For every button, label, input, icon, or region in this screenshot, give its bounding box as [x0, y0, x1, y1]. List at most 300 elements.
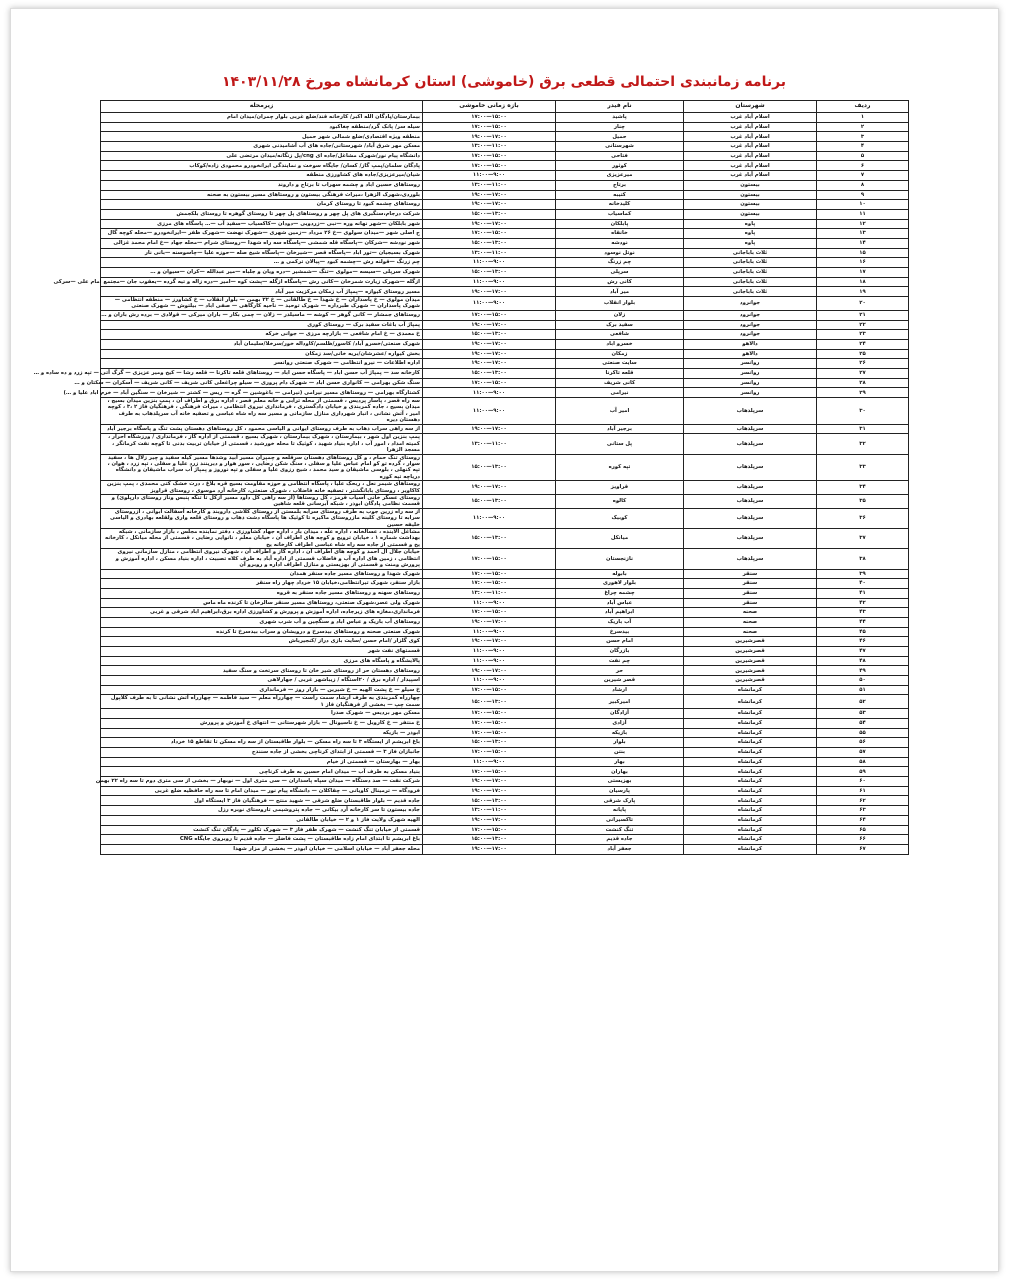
row-number-cell: ۱۹ [817, 287, 909, 297]
row-number-cell: ۳۰ [817, 398, 909, 425]
table-row [101, 248, 909, 258]
table-row [101, 454, 909, 481]
city-cell: ثلاث باباجانی [684, 258, 817, 268]
area-cell: شهر نودشه —شرکان —پاسگاه قله شمشی —پاسگاه سه راه شهدا —روستای شرام —محله جهاد —خ امام محمد غزالی [101, 238, 423, 248]
row-number-cell: ۲۰ [817, 297, 909, 311]
time-cell: ۹:۰۰—۱۱:۰۰ [423, 388, 556, 398]
row-number-cell: ۵۰ [817, 676, 909, 686]
time-cell: ۱۳:۰۰—۱۵:۰۰ [423, 529, 556, 549]
area-cell: بازار سنقر، شهرک تیرانتظامی،خیابان ۱۵ خرداد چهار راه سنقر [101, 579, 423, 589]
city-cell: پاوه [684, 238, 817, 248]
feeder-cell: آزادی [556, 718, 684, 728]
city-cell: سرپلذهاب [684, 434, 817, 454]
area-cell: بلوردی،شهرک الزهرا ،میراث فرهنگی بیستون و روستاهای مسیر بیستون به صحنه [101, 190, 423, 200]
table-row [101, 549, 909, 569]
header-area: زیرمحله [101, 101, 423, 113]
row-number-cell: ۱۰ [817, 200, 909, 210]
row-number-cell: ۴۰ [817, 579, 909, 589]
city-cell: سرپلذهاب [684, 424, 817, 434]
table-row [101, 598, 909, 608]
area-cell: جاده بیستون تا سر کارخانه آرد بیکانی — جاده پتروشیمی تاروستای نوبره رزل [101, 806, 423, 816]
header-row-number: ردیف [817, 101, 909, 113]
table-row [101, 310, 909, 320]
city-cell: قصرشیرین [684, 647, 817, 657]
area-cell: روستاهای حسین اباد و چشمه سهراب تا برتاج و داروند [101, 180, 423, 190]
city-cell: جوانرود [684, 320, 817, 330]
area-cell: خ سیلو — خ پشت الهیه — خ شیرین — بازار روز — فرمانداری [101, 685, 423, 695]
city-cell: کرمانشاه [684, 695, 817, 709]
city-cell: کرمانشاه [684, 748, 817, 758]
time-cell: ۹:۰۰—۱۱:۰۰ [423, 171, 556, 181]
feeder-cell: خسرو اباد [556, 339, 684, 349]
table-row [101, 171, 909, 181]
city-cell: قصرشیرین [684, 637, 817, 647]
time-cell: ۱۷:۰۰—۱۹:۰۰ [423, 637, 556, 647]
row-number-cell: ۱۳ [817, 229, 909, 239]
feeder-cell: قصر شیرین [556, 676, 684, 686]
area-cell: چهارراه کمربندی به طرف ارشاد سمت راست — چهارراه معلم — سید فاطمه — چهارراه آتش نشانی تا به طرف کلاپول سمت چپ — بخشی از فرهنگیان فاز ۱ [101, 695, 423, 709]
time-cell: ۱۷:۰۰—۱۹:۰۰ [423, 424, 556, 434]
feeder-cell: سایت صنعتی [556, 359, 684, 369]
feeder-cell: کماسیاب [556, 209, 684, 219]
feeder-cell: پایانه [556, 806, 684, 816]
area-cell: محله جعفر آباد — خیابان اسلامی — خیابان ابوذر — بخشی از مزار شهدا [101, 844, 423, 854]
area-cell: بیمارستان/پادگان الله اکبر/ کارخانه قند/ضلع غربی بلوار چمران/میدان امام [101, 113, 423, 123]
row-number-cell: ۳۵ [817, 495, 909, 509]
feeder-cell: بیدسرخ [556, 627, 684, 637]
city-cell: کرمانشاه [684, 709, 817, 719]
feeder-cell: چشمه چراغ [556, 588, 684, 598]
feeder-cell: آب باریک [556, 617, 684, 627]
area-cell: پالایشگاه و پاسگاه های مرزی [101, 656, 423, 666]
feeder-cell: کانی رش [556, 277, 684, 287]
feeder-cell: نودشه [556, 238, 684, 248]
row-number-cell: ۴۳ [817, 608, 909, 618]
time-cell: ۱۵:۰۰—۱۷:۰۰ [423, 122, 556, 132]
table-row [101, 656, 909, 666]
area-cell: شهرک صنعتی/خسرو آباد/ کاسور/ظلسم/کاوداله خور/سرخلا/سلیمان آباد [101, 339, 423, 349]
feeder-cell: حر [556, 666, 684, 676]
city-cell: روانسر [684, 378, 817, 388]
row-number-cell: ۱ [817, 113, 909, 123]
table-row [101, 339, 909, 349]
table-row [101, 388, 909, 398]
feeder-cell: حمیل [556, 132, 684, 142]
time-cell: ۹:۰۰—۱۱:۰۰ [423, 508, 556, 528]
table-row [101, 320, 909, 330]
city-cell: سنقر [684, 569, 817, 579]
time-cell: ۱۱:۰۰—۱۳:۰۰ [423, 588, 556, 598]
table-row [101, 200, 909, 210]
time-cell: ۱۷:۰۰—۱۹:۰۰ [423, 219, 556, 229]
feeder-cell: برتاج [556, 180, 684, 190]
area-cell: الهیه شهرک ولایت فاز ۱ و ۲ — خیابان طالقانی [101, 815, 423, 825]
city-cell: کرمانشاه [684, 806, 817, 816]
time-cell: ۹:۰۰—۱۱:۰۰ [423, 258, 556, 268]
time-cell: ۱۷:۰۰—۱۹:۰۰ [423, 481, 556, 495]
area-cell: سه راه قصر ، پاسار پردیس ، قسمتی از محله ترابی و خانه معلم قصر ، اداره برق و اطراف آن ، پمپ بنزین میدان بسیج ، میدان بسیج ، جاده کمربندی و خیابان دادگستری ، فرمانداری نیروی انتظامی ، میراث فرهنگی ، فرهنگیان فاز ۲ ،۳ ، کوچه امیر ، آتش نشانی ، انبار شهرداری منازل سازمانی و مسیر سه راه شاه عباسی و تصفیه خانه آب سرپلذهاب به طرف دهستان دیره [101, 398, 423, 425]
time-cell: ۱۵:۰۰—۱۷:۰۰ [423, 378, 556, 388]
area-cell: ج اصلی شهر —میدان سولوی —خ ۲۶ مرداد —زمین شهری —شهرک نهضت —شهرک ظفر —ایرانخودرو —محله کوچه گال [101, 229, 423, 239]
table-row [101, 481, 909, 495]
city-cell: روانسر [684, 359, 817, 369]
time-cell: ۱۷:۰۰—۱۹:۰۰ [423, 132, 556, 142]
feeder-cell: قراویز [556, 481, 684, 495]
row-number-cell: ۱۱ [817, 209, 909, 219]
city-cell: ثلاث باباجانی [684, 287, 817, 297]
header-time: بازه زمانی خاموشی [423, 101, 556, 113]
area-cell: روستاهای چشمه کبود تا روستای کرمان [101, 200, 423, 210]
time-cell: ۱۵:۰۰—۱۷:۰۰ [423, 151, 556, 161]
row-number-cell: ۴۷ [817, 647, 909, 657]
area-cell: باغ ابریشم از ایستگاه ۳ تا سه راه مسکن — بلوار طاقبستان از سه راه مسکن تا تقاطع ۱۵ خرداد [101, 738, 423, 748]
table-row [101, 815, 909, 825]
row-number-cell: ۴۵ [817, 627, 909, 637]
row-number-cell: ۷ [817, 171, 909, 181]
city-cell: دالاهو [684, 349, 817, 359]
city-cell: اسلام آباد غرب [684, 151, 817, 161]
table-row [101, 569, 909, 579]
page-title: برنامه زمانبندی احتمالی قطعی برق (خاموشی) استان کرمانشاه مورخ ۱۴۰۳/۱۱/۲۸ [221, 74, 787, 90]
table-row [101, 588, 909, 598]
table-row [101, 718, 909, 728]
header-city: شهرستان [684, 101, 817, 113]
area-cell: قسمتی از خیابان تنگ کنشت — شهرک ظفر فاز ۳ — شهرک تکلور — پادگان تنگ کنشت [101, 825, 423, 835]
table-row [101, 287, 909, 297]
city-cell: پاوه [684, 219, 817, 229]
area-cell: روستاهای سهنه و روستاهای مسیر جاده سنقر به قروه [101, 588, 423, 598]
area-cell: جانبازان فاز ۳ — قسمتی از ابتدای کرناچی بخشی از جاده سنندج [101, 748, 423, 758]
row-number-cell: ۶۵ [817, 825, 909, 835]
row-number-cell: ۳۴ [817, 481, 909, 495]
area-cell: منطقه ویژه اقتصادی/ضلع شمالی شهر حمیل [101, 132, 423, 142]
row-number-cell: ۳۸ [817, 549, 909, 569]
table-row [101, 738, 909, 748]
city-cell: صحنه [684, 627, 817, 637]
area-cell: از سه راهی سراب ذهاب به طرف روستای ایوانی و الیاسی محمود ، کل روستاهای دهستان پشت تنگ و پاسگاه برجیر آباد [101, 424, 423, 434]
area-cell: روستاهای آب باریک و عباس اباد و سنگچین و آب شرب شهری [101, 617, 423, 627]
feeder-cell: کتیبه [556, 190, 684, 200]
city-cell: روانسر [684, 388, 817, 398]
feeder-cell: فتاحی [556, 151, 684, 161]
row-number-cell: ۶۷ [817, 844, 909, 854]
area-cell: شهرک ولی عصر،شهرک صنعتی، روستاهای مسیر سنقر سالرخان تا کرنده ماه ماس [101, 598, 423, 608]
city-cell: کرمانشاه [684, 825, 817, 835]
table-row [101, 378, 909, 388]
row-number-cell: ۶۳ [817, 806, 909, 816]
area-cell: پمپ بنزین اول شهر ، بیمارستان ، شهرک بیمارستان ، شهرک بسیج ، قسمتی از اداره گاز ، فرمانداری / ورزشگاه احرار ، کمیته امداد ، امور آب ، اداره بنیاد شهید ، کوثیک تا محله خورشید ، قسمتی از خیابان تربیت بدنی تا کوچه نفت کرمانگر ، مسجد الزهرا [101, 434, 423, 454]
feeder-cell: زلان [556, 310, 684, 320]
time-cell: ۱۳:۰۰—۱۵:۰۰ [423, 238, 556, 248]
table-row [101, 508, 909, 528]
city-cell: سرپلذهاب [684, 495, 817, 509]
time-cell: ۹:۰۰—۱۱:۰۰ [423, 398, 556, 425]
area-cell: دانشگاه پیام نور/شهرک مشاغل/جاده ای cng/پل زنگانه/میدان مرتضی علی [101, 151, 423, 161]
time-cell: ۱۷:۰۰—۱۹:۰۰ [423, 320, 556, 330]
table-row [101, 647, 909, 657]
row-number-cell: ۵۸ [817, 757, 909, 767]
city-cell: سرپلذهاب [684, 508, 817, 528]
city-cell: جوانرود [684, 330, 817, 340]
table-row [101, 113, 909, 123]
feeder-cell: نوتل نوسود [556, 248, 684, 258]
area-cell: خیابان جلال آل احمد و کوچه های اطراف آن ، اداره گاز و اطراف آن ، شهرک نیروی انتظامی ، منازل سازمانی نیروی انتظامی ، زمین های اداره آب و فاضلاب قسمتی از اداره آباد به طرف کلاه تصبیت ، اداره بنیاد مسکن ، اداره آموزش و پرورش ومنت و قسمتی از بهزیستی و منازل اطراف اداره و روبرو آن [101, 549, 423, 569]
row-number-cell: ۳۲ [817, 434, 909, 454]
city-cell: کرمانشاه [684, 815, 817, 825]
time-cell: ۱۵:۰۰—۱۷:۰۰ [423, 728, 556, 738]
table-header [101, 101, 909, 113]
row-number-cell: ۲۸ [817, 378, 909, 388]
feeder-cell: جاده قدیم [556, 835, 684, 845]
feeder-cell: بلوار لاهوری [556, 579, 684, 589]
area-cell: شهرک بسیجیان —تور اباد —پاسگاه قصر —شیرخان —پاسگاه شیخ صله —حوزه علیا —چاسوسنه —بانی نار [101, 248, 423, 258]
table-row [101, 268, 909, 278]
city-cell: سنقر [684, 598, 817, 608]
area-cell: فرمانداری،مغازه های زیرجاده، اداره آموزش و پرورش و کشاورزی اداره برق،ابراهیم اباد شرقی و غربی [101, 608, 423, 618]
time-cell: ۱۱:۰۰—۱۳:۰۰ [423, 806, 556, 816]
time-cell: ۱۱:۰۰—۱۳:۰۰ [423, 142, 556, 152]
time-cell: ۹:۰۰—۱۱:۰۰ [423, 757, 556, 767]
feeder-cell: قلعه تاکرنا [556, 369, 684, 379]
city-cell: سنقر [684, 588, 817, 598]
area-cell: کوی گلزار /امام حسن /سایت بازی دراز /کنجیرباش [101, 637, 423, 647]
city-cell: صحنه [684, 608, 817, 618]
table-row [101, 258, 909, 268]
feeder-cell: پل ستانی [556, 434, 684, 454]
area-cell: مشاغل آلاینده ، عسالخانه ، اداره علّه ، میدان بار ، اداره جهاد کشاورزی ، دفتر نماینده مجلس ، بازار سازمانی ، شبکه بهداشت شماره ۱ ، خیابان ترویج و کوچه های اطراف آن ، خیابان معلم ، نانوایی رضایی ، قسمتی از محله میانکل ، کارخانه یخ و قسمتی از جاده سه راه شاه عباسی اطراف کارخانه یخ [101, 529, 423, 549]
city-cell: کرمانشاه [684, 685, 817, 695]
table-row [101, 161, 909, 171]
city-cell: اسلام آباد غرب [684, 161, 817, 171]
area-cell: سنگ شکن بهرامی — کانواری حسن اباد — شهرک دام پروری — سیلو چراغعلی کانی شریف — کانی شریف — آسکران — سکتان و … [101, 378, 423, 388]
feeder-cell: امام حسن [556, 637, 684, 647]
feeder-cell: میانکل [556, 529, 684, 549]
table-row [101, 190, 909, 200]
feeder-cell: بهاران [556, 767, 684, 777]
feeder-cell: چنار [556, 122, 684, 132]
city-cell: ثلاث باباجانی [684, 248, 817, 258]
feeder-cell: بابوله [556, 569, 684, 579]
time-cell: ۱۷:۰۰—۱۹:۰۰ [423, 359, 556, 369]
time-cell: ۱۷:۰۰—۱۹:۰۰ [423, 777, 556, 787]
row-number-cell: ۳۳ [817, 454, 909, 481]
city-cell: بیستون [684, 180, 817, 190]
city-cell: قصرشیرین [684, 676, 817, 686]
row-number-cell: ۶۴ [817, 815, 909, 825]
time-cell: ۹:۰۰—۱۱:۰۰ [423, 277, 556, 287]
time-cell: ۹:۰۰—۱۱:۰۰ [423, 676, 556, 686]
table-row [101, 728, 909, 738]
table-row [101, 757, 909, 767]
city-cell: کرمانشاه [684, 757, 817, 767]
row-number-cell: ۴ [817, 142, 909, 152]
area-cell: بخش کیواره /عشرشان/بریه خانی/سد زمکان [101, 349, 423, 359]
city-cell: بیستون [684, 209, 817, 219]
table-row [101, 359, 909, 369]
row-number-cell: ۲۵ [817, 349, 909, 359]
time-cell: ۱۳:۰۰—۱۵:۰۰ [423, 369, 556, 379]
row-number-cell: ۴۲ [817, 598, 909, 608]
row-number-cell: ۲ [817, 122, 909, 132]
table-row [101, 627, 909, 637]
area-cell: از سه راه زرین جوب به طرف روستای سرابه بلمستن از روستای کلاشی داروبند و کارخانه آسفالت ابوانی ، ازروستای سرابه تا روستای کلینه مازروستای ماکیره تا کوئیک ها پاسگاه دشت ذهاب و روستای قلعه واری ولقلعه بهادری و الیاسی خلیفه حسین [101, 508, 423, 528]
time-cell: ۱۳:۰۰—۱۵:۰۰ [423, 268, 556, 278]
area-cell: ازگله —شهرک زیارت شمرخان —کانی رش —پاسگاه ازگله —پشت کوه —امیر —دره زاله و تیه گرده —یعقوب جان —مجتمع امام علی —سرکی [101, 277, 423, 287]
city-cell: اسلام آباد غرب [684, 122, 817, 132]
time-cell: ۱۷:۰۰—۱۹:۰۰ [423, 200, 556, 210]
area-cell: مسکن مهر شرق آباد/ شهرستانی/جاده های آب آشامیدنی شهری [101, 142, 423, 152]
time-cell: ۹:۰۰—۱۱:۰۰ [423, 627, 556, 637]
time-cell: ۱۵:۰۰—۱۷:۰۰ [423, 569, 556, 579]
feeder-cell: میر آباد [556, 287, 684, 297]
area-cell: میدان مولوی — خ پاسداران — خ شهدا — خ طالقانی — خ ۲۲ بهمن — بلوار انقلاب — خ کشاورز — منطقه انتظامی — شهرک پاسداران — شهرک طبرداره — شهرک توحید — ناحیه کارگاهی — صفی اباد — بیلتوش — شهرک صنعتی [101, 297, 423, 311]
feeder-cell: زمکان [556, 349, 684, 359]
table-row [101, 676, 909, 686]
row-number-cell: ۲۲ [817, 320, 909, 330]
time-cell: ۱۱:۰۰—۱۳:۰۰ [423, 248, 556, 258]
time-cell: ۱۵:۰۰—۱۷:۰۰ [423, 113, 556, 123]
feeder-cell: میرعزیزی [556, 171, 684, 181]
area-cell: ابوذر — بازیکه [101, 728, 423, 738]
feeder-cell: پابلکان [556, 219, 684, 229]
city-cell: کرمانشاه [684, 796, 817, 806]
time-cell: ۱۵:۰۰—۱۷:۰۰ [423, 685, 556, 695]
area-cell: جاده قدیم — بلوار طاقبستان ضلع شرقی — شهید منتح — فرهنگیان فاز ۳ ایستگاه اول [101, 796, 423, 806]
time-cell: ۱۷:۰۰—۱۹:۰۰ [423, 190, 556, 200]
table-row [101, 748, 909, 758]
feeder-cell: نیرامی [556, 388, 684, 398]
row-number-cell: ۲۴ [817, 339, 909, 349]
city-cell: قصرشیرین [684, 656, 817, 666]
time-cell: ۱۱:۰۰—۱۳:۰۰ [423, 180, 556, 190]
row-number-cell: ۵۴ [817, 718, 909, 728]
time-cell: ۱۱:۰۰—۱۳:۰۰ [423, 434, 556, 454]
feeder-cell: شافعی [556, 330, 684, 340]
feeder-cell: بهزیستی [556, 777, 684, 787]
row-number-cell: ۵۳ [817, 709, 909, 719]
table-row [101, 398, 909, 425]
city-cell: قصرشیرین [684, 666, 817, 676]
area-cell: خ معمدی — خ امام شافعی — بازارچه مرزی — جوانی خرکه [101, 330, 423, 340]
feeder-cell: خانقاه [556, 229, 684, 239]
row-number-cell: ۳۶ [817, 508, 909, 528]
table-row [101, 806, 909, 816]
city-cell: بیستون [684, 200, 817, 210]
table-row [101, 142, 909, 152]
area-cell: روستاهای دهستان حر از روستای شیر خان تا روستای سرتخت و سنگ سفید [101, 666, 423, 676]
feeder-cell: پاشید [556, 113, 684, 123]
table-row [101, 844, 909, 854]
row-number-cell: ۲۳ [817, 330, 909, 340]
time-cell: ۱۷:۰۰—۱۹:۰۰ [423, 349, 556, 359]
row-number-cell: ۴۹ [817, 666, 909, 676]
row-number-cell: ۸ [817, 180, 909, 190]
row-number-cell: ۵۵ [817, 728, 909, 738]
city-cell: کرمانشاه [684, 738, 817, 748]
city-cell: پاوه [684, 229, 817, 239]
time-cell: ۱۳:۰۰—۱۵:۰۰ [423, 695, 556, 709]
time-cell: ۱۷:۰۰—۱۹:۰۰ [423, 786, 556, 796]
table-row [101, 297, 909, 311]
row-number-cell: ۱۷ [817, 268, 909, 278]
time-cell: ۱۵:۰۰—۱۷:۰۰ [423, 608, 556, 618]
area-cell: کشتارگاه بهرامی — روستاهای مسیر نیرامی (نیرامی — باغوشین — گره — ریس — کشتر — شیرخان — سنگین آباد — خرم اباد علیا و …) [101, 388, 423, 398]
area-cell: مسکن مهر بردیس — شهرک صدرا [101, 709, 423, 719]
table-row [101, 825, 909, 835]
row-number-cell: ۶۶ [817, 835, 909, 845]
feeder-cell: شهرستانی [556, 142, 684, 152]
feeder-cell: سرپلی [556, 268, 684, 278]
table-row [101, 695, 909, 709]
table-body [33, 113, 909, 855]
time-cell: ۱۷:۰۰—۱۹:۰۰ [423, 287, 556, 297]
row-number-cell: ۱۴ [817, 238, 909, 248]
table-row [101, 579, 909, 589]
table-row [101, 349, 909, 359]
row-number-cell: ۴۱ [817, 588, 909, 598]
city-cell: جوانرود [684, 297, 817, 311]
feeder-cell: بهار [556, 757, 684, 767]
time-cell: ۹:۰۰—۱۱:۰۰ [423, 647, 556, 657]
row-number-cell: ۲۷ [817, 369, 909, 379]
header-feeder: نام فیدر [556, 101, 684, 113]
time-cell: ۱۷:۰۰—۱۹:۰۰ [423, 617, 556, 627]
row-number-cell: ۳۹ [817, 569, 909, 579]
row-number-cell: ۳۷ [817, 529, 909, 549]
row-number-cell: ۶۲ [817, 796, 909, 806]
row-number-cell: ۴۴ [817, 617, 909, 627]
table-row [101, 434, 909, 454]
time-cell: ۱۳:۰۰—۱۵:۰۰ [423, 330, 556, 340]
feeder-cell: امیرکبیر [556, 695, 684, 709]
time-cell: ۱۵:۰۰—۱۷:۰۰ [423, 767, 556, 777]
city-cell: جوانرود [684, 310, 817, 320]
table-row [101, 637, 909, 647]
area-cell: چم زرنگ —قولنه رش —چشمه کبود —پیالان ترکمی و … [101, 258, 423, 268]
table-row [101, 219, 909, 229]
table-row [101, 767, 909, 777]
table-row [101, 238, 909, 248]
table-row [101, 229, 909, 239]
table-row [101, 424, 909, 434]
time-cell: ۱۳:۰۰—۱۵:۰۰ [423, 209, 556, 219]
area-cell: شهرک سرپلی —سیسه —مولوی —تنگ —شمشیر —دره ویان و جلباه —میر عبدالله —کران —سیوان و … [101, 268, 423, 278]
city-cell: سرپلذهاب [684, 398, 817, 425]
city-cell: کرمانشاه [684, 777, 817, 787]
table-row [101, 796, 909, 806]
city-cell: ثلاث باباجانی [684, 268, 817, 278]
time-cell: ۹:۰۰—۱۱:۰۰ [423, 598, 556, 608]
row-number-cell: ۵۶ [817, 738, 909, 748]
table-row [101, 495, 909, 509]
time-cell: ۱۳:۰۰—۱۵:۰۰ [423, 454, 556, 481]
area-cell: پادگان سلمان/پمپ گاز/ کسان/ جایگاه سوخت و نمایندگی ایرانخودرو محمودی زاده/کوکاب [101, 161, 423, 171]
feeder-cell: بازرگان [556, 647, 684, 657]
feeder-cell: بلوار انقلاب [556, 297, 684, 311]
row-number-cell: ۵۲ [817, 695, 909, 709]
table-row [101, 209, 909, 219]
table-row [101, 786, 909, 796]
feeder-cell: جعفر آباد [556, 844, 684, 854]
area-cell: مسیر روستای کیوازه —پمپاژ آب زمکان مرکزیت میر آباد [101, 287, 423, 297]
city-cell: کرمانشاه [684, 835, 817, 845]
area-cell: روستاهای شیمر نعل ، ربحک علیا ، پاسگاه انتظامی و حوزه مقاومت بسیج قره بلاغ ، درت خشک کتی محمدی ، پمپ بنزین کاکاویر ، روستای بابانگشتر ، تصفیه خانه فاضلاب ، شهرک صنعتی، کارخانه آرد موسوی ، روستای قراویز [101, 481, 423, 495]
area-cell: پمپاژ آب باغات سفید برک — روستای کوری [101, 320, 423, 330]
area-cell: روستای تنگ حمام ، و کل روستاهای دهستان سرقلعه و چمپران مسیر آبید وشدها مسیر کیله سفید و چیر زلال ها ، سفید سوار ، گرده تو کو امام عباس علیا و سفلی ، سنگ شکن رضایی ، سور هوار و دیرینند زرد علیا و سفلی ، تپه زرد ، هوان ، تپه کنهلی ، بلوسی ماشیقان و سید محمد ، شیخ رزوی علیا و سفلی و تپه نوروز و پمپاژ آب سراب ماشیقان و دانشگاه دریاچه تپه کوره [101, 454, 423, 481]
table-row [101, 151, 909, 161]
feeder-cell: سفید برک [556, 320, 684, 330]
row-number-cell: ۳ [817, 132, 909, 142]
